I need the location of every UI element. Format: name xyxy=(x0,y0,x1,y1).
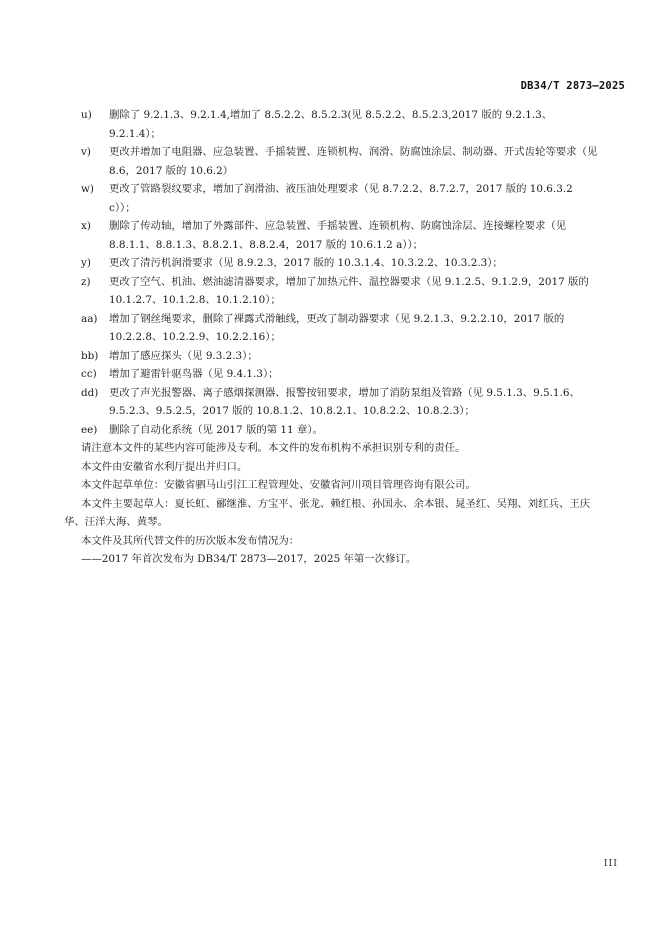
list-item-label: v) xyxy=(81,146,91,158)
list-item xyxy=(81,347,601,366)
history-title: 本文件及其所代替文件的历次版本发布情况为： xyxy=(81,534,300,547)
list-item-text: 增加了钢丝绳要求，删除了裸露式滑触线，更改了制动器要求（见 9.2.1.3、9.2.2.10，2017 版的 10.2.2.8、10.2.2.9、10.2.2.16）； xyxy=(109,312,565,343)
list-item-text: 删除了 9.2.1.3、9.2.1.4,增加了 8.5.2.2、8.5.2.3(见 8.5.2.2、8.5.2.3,2017 版的 9.2.1.3、9.2.1.4）； xyxy=(109,109,553,140)
document-body xyxy=(64,106,601,569)
page-number: III xyxy=(603,858,618,869)
list-item-label: dd) xyxy=(81,386,99,399)
list-item-label: aa) xyxy=(81,312,98,325)
list-item-label: ee) xyxy=(81,423,98,436)
list-item-text: 更改了声光报警器、离子感烟探测器、报警按钮要求，增加了消防泵组及管路（见 9.5.1.3、9.5.1.6、9.5.2.3、9.5.2.5，2017 版的 10.8.1.2、10.8.2.1、10.8.2.2、10.8.2.3）； xyxy=(109,386,580,417)
document-code: DB34/T 2873—2025 xyxy=(520,80,625,92)
list-item-text: 删除了传动轴，增加了外露部件、应急装置、手摇装置、连锁机构、防腐蚀涂层、连接螺栓要求（见 8.8.1.1、8.8.1.3、8.8.2.1、8.8.2.4，2017 版的 10.6.1.2 a））； xyxy=(109,220,567,251)
list-item-text: 增加了避雷针驱鸟器（见 9.4.1.3）； xyxy=(109,368,279,380)
patent-notice: 请注意本文件的某些内容可能涉及专利。本文件的发布机构不承担识别专利的责任。 xyxy=(81,442,466,454)
list-item xyxy=(81,180,601,217)
list-item-text: 更改了管路裂纹要求，增加了润滑油、液压油处理要求（见 8.7.2.2、8.7.2.7，2017 版的 10.6.3.2 c））； xyxy=(109,183,573,214)
list-item xyxy=(81,254,601,273)
drafting-units: 本文件起草单位：安徽省驷马山引江工程管理处、安徽省河川项目管理咨询有限公司。 xyxy=(81,479,476,491)
list-item-text: 增加了感应探头（见 9.3.2.3）； xyxy=(109,349,258,362)
list-item xyxy=(81,421,601,440)
drafters: 本文件主要起草人：夏长虹、郦继淮、方宝平、张龙、赖红根、孙国永、余本银、晁圣红、吴翔、刘红兵、王庆华、汪洋大海、黄琴。 xyxy=(64,497,591,528)
list-item-text: 更改了清污机润滑要求（见 8.9.2.3，2017 版的 10.3.1.4、10.3.2.2、10.3.2.3）； xyxy=(109,257,503,269)
list-item-label: u) xyxy=(81,109,92,121)
proposer-statement: 本文件由安徽省水利厅提出并归口。 xyxy=(81,460,248,473)
list-item-label: z) xyxy=(81,275,91,288)
list-item-label: w) xyxy=(81,183,94,195)
list-item-label: y) xyxy=(81,257,91,269)
list-item-label: x) xyxy=(81,220,91,232)
list-item-text: 更改了空气、机油、燃油滤清器要求，增加了加热元件、温控器要求（见 9.1.2.5、9.1.2.9，2017 版的 10.1.2.7、10.1.2.8、10.1.2.10）； xyxy=(109,275,589,306)
list-item-label: cc) xyxy=(81,368,97,380)
list-item xyxy=(81,365,601,384)
list-item-label: bb) xyxy=(81,349,99,362)
list-item xyxy=(81,217,601,254)
list-item-text: 更改并增加了电阻器、应急装置、手摇装置、连锁机构、润滑、防腐蚀涂层、制动器、开式齿轮等要求（见 8.6，2017 版的 10.6.2） xyxy=(109,146,598,177)
list-item xyxy=(81,273,601,310)
history-item: ——2017 年首次发布为 DB34/T 2873—2017，2025 年第一次修订。 xyxy=(81,553,417,565)
list-item xyxy=(81,106,601,143)
list-item xyxy=(81,310,601,347)
list-item xyxy=(81,384,601,421)
list-item-text: 删除了自动化系统（见 2017 版的第 11 章）。 xyxy=(109,423,323,436)
list-item xyxy=(81,143,601,180)
